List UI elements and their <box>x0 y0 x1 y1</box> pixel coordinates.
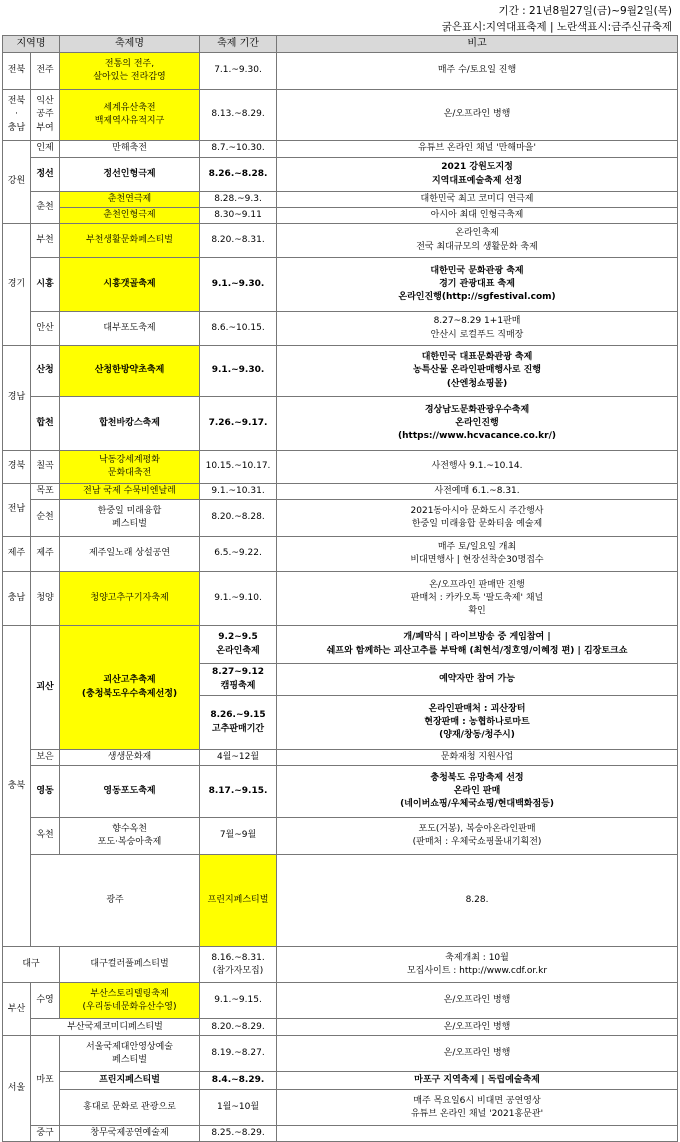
header-row <box>3 36 678 53</box>
festival-name-cell: 청양고추구기자축제 <box>60 572 200 626</box>
note-cell <box>277 537 678 572</box>
festival-name-cell: 대구컬러풀페스티벌 <box>60 947 200 983</box>
note-line: 판매처 : 카카오톡 '팔도축제' 채널 <box>410 592 544 603</box>
festival-period-cell: 8.28.~9.3. <box>200 192 277 208</box>
table-row <box>3 947 678 983</box>
festival-period-cell: 9.1.~9.10. <box>200 572 277 626</box>
table-row <box>3 141 678 158</box>
festival-name-cell <box>60 983 200 1019</box>
table-row <box>3 572 678 626</box>
table-row <box>3 626 678 664</box>
table-row <box>3 192 678 208</box>
note-line: 온/오프라인 판매만 진행 <box>429 579 525 590</box>
note-cell: 문화재청 지원사업 <box>277 750 678 766</box>
festival-period-cell: 10.15.~10.17. <box>200 451 277 484</box>
note-line: 8.27~8.29 1+1판매 <box>433 316 521 327</box>
table-row <box>3 312 678 346</box>
region-cell: 부산 <box>3 983 31 1036</box>
festival-period-cell: 8.13.~8.29. <box>200 90 277 141</box>
city-cell: 목포 <box>31 484 60 500</box>
city-cell: 영동 <box>31 766 60 818</box>
note-cell: 마포구 지역축제 | 독립예술축제 <box>277 1072 678 1090</box>
note-cell: 온/오프라인 병행 <box>277 983 678 1019</box>
festival-name-cell: 춘천연극제 <box>60 192 200 208</box>
table-row <box>3 1019 678 1036</box>
festival-name-line: 백제역사유적지구 <box>94 116 165 126</box>
table-row <box>3 397 678 451</box>
festival-period-cell: 8.30~9.11 <box>200 208 277 224</box>
festival-period-cell: 8.28. <box>277 855 678 947</box>
festival-period-cell: 8.20.~8.28. <box>200 500 277 537</box>
note-cell: 사전예매 6.1.~8.31. <box>277 484 678 500</box>
festival-name-line: (충청북도우수축제선정) <box>81 688 178 699</box>
festival-name-cell: 정선인형극제 <box>60 158 200 192</box>
note-line: 축제개최 : 10월 <box>445 952 509 963</box>
festival-period-cell: 8.6.~10.15. <box>200 312 277 346</box>
city-cell: 제주 <box>31 537 60 572</box>
table-row <box>3 855 678 947</box>
table-row <box>3 158 678 192</box>
table-row <box>3 90 678 141</box>
note-line: 모집사이트 : http://www.cdf.or.kr <box>406 965 548 976</box>
city-cell: 안산 <box>31 312 60 346</box>
festival-name-line: 살아있는 전라감영 <box>93 72 166 82</box>
note-cell <box>277 626 678 664</box>
festival-name-cell: 만해축전 <box>60 141 200 158</box>
city-cell <box>31 90 60 141</box>
festival-period-cell <box>200 696 277 750</box>
festival-name-cell <box>60 818 200 855</box>
period-line: (참가자모집) <box>212 965 264 976</box>
festival-period-cell: 7.1.~9.30. <box>200 53 277 90</box>
city-cell: 칠곡 <box>31 451 60 484</box>
festival-name-line: 포도·복숭아축제 <box>97 837 162 847</box>
note-cell: 매주 수/토요일 진행 <box>277 53 678 90</box>
region-line: 충남 <box>7 122 26 133</box>
city-cell: 정선 <box>31 158 60 192</box>
note-line: 확인 <box>468 606 486 617</box>
note-line: 2021 강원도지정 <box>441 162 513 173</box>
note-cell: 사전행사 9.1.~10.14. <box>277 451 678 484</box>
city-cell: 부천 <box>31 224 60 258</box>
city-cell: 보은 <box>31 750 60 766</box>
region-cell <box>3 90 31 141</box>
festival-name-cell: 전남 국제 수묵비엔날레 <box>60 484 200 500</box>
table-row <box>3 1090 678 1126</box>
festival-name-cell: 합천바캉스축제 <box>60 397 200 451</box>
region-cell: 경기 <box>3 224 31 346</box>
note-line: (네이버쇼핑/우체국쇼핑/현대백화점등) <box>400 799 554 810</box>
table-row <box>3 818 678 855</box>
festival-name-line: 향수옥천 <box>112 823 147 834</box>
region-line: · <box>15 109 18 120</box>
table-row <box>3 983 678 1019</box>
note-cell <box>277 1090 678 1126</box>
festival-name-cell: 시흥갯골축제 <box>60 258 200 312</box>
region-cell: 충남 <box>3 572 31 626</box>
note-line: 개/폐막식 | 라이브방송 중 게임참여 | <box>403 632 551 643</box>
festival-name-line: 전통의 전주, <box>104 58 155 69</box>
period-line: 8.26.~9.15 <box>210 710 266 721</box>
festival-name-line: 페스티벌 <box>112 519 147 529</box>
city-cell: 시흥 <box>31 258 60 312</box>
festival-period-cell: 9.1.~10.31. <box>200 484 277 500</box>
note-cell <box>277 947 678 983</box>
table-row <box>3 208 678 224</box>
period-line: 캠핑축제 <box>220 680 256 691</box>
festival-period-cell <box>200 664 277 696</box>
table-row <box>3 537 678 572</box>
city-cell: 옥천 <box>31 818 60 855</box>
festival-name-cell <box>60 500 200 537</box>
region-cell: 경북 <box>3 451 31 484</box>
festival-name-cell: 프린지페스티벌 <box>60 1072 200 1090</box>
festival-period-cell: 8.17.~9.15. <box>200 766 277 818</box>
region-cell: 대구 <box>3 947 60 983</box>
period-line: 온라인축제 <box>216 645 260 656</box>
note-line: 포도(거봉), 복숭아온라인판매 <box>418 823 536 834</box>
table-row <box>3 224 678 258</box>
note-line: 농특산물 온라인판매행사로 진행 <box>413 365 541 376</box>
note-line: (양재/창동/청주시) <box>439 730 515 741</box>
region-line: 전북 <box>7 96 26 107</box>
region-cell: 제주 <box>3 537 31 572</box>
table-row <box>3 258 678 312</box>
note-cell <box>277 346 678 397</box>
festival-name-cell <box>60 53 200 90</box>
note-cell <box>277 572 678 626</box>
festival-name-line: 괴산고추축제 <box>103 675 156 686</box>
legend-header: 굵은표시:지역대표축제 | 노란색표시:금주신규축제 <box>441 21 672 33</box>
table-row <box>3 451 678 484</box>
note-line: 온라인진행 <box>455 417 499 428</box>
note-cell <box>277 696 678 750</box>
note-cell <box>277 766 678 818</box>
note-line: 경기 관광대표 축제 <box>439 278 515 289</box>
city-cell: 인제 <box>31 141 60 158</box>
period-line: 9.2~9.5 <box>218 632 258 643</box>
festival-period-cell: 8.19.~8.27. <box>200 1036 277 1072</box>
note-line: (https://www.hcvacance.co.kr/) <box>398 431 557 442</box>
festival-period-cell: 8.25.~8.29. <box>200 1126 277 1142</box>
table-row <box>3 1072 678 1090</box>
region-cell: 전남 <box>3 484 31 537</box>
festival-period-cell <box>200 626 277 664</box>
festival-period-cell: 6.5.~9.22. <box>200 537 277 572</box>
note-cell <box>277 224 678 258</box>
festival-period-cell: 8.20.~8.31. <box>200 224 277 258</box>
region-cell: 광주 <box>31 855 200 947</box>
festival-period-cell: 8.20.~8.29. <box>200 1019 277 1036</box>
festival-name-line: 페스티벌 <box>112 1054 147 1065</box>
festival-name-cell: 산청한방약초축제 <box>60 346 200 397</box>
region-cell: 전북 <box>3 53 31 90</box>
region-cell: 경남 <box>3 346 31 451</box>
note-line: 온라인판매처 : 괴산장터 <box>428 703 526 714</box>
note-line: 매주 목요일6시 비대면 공연영상 <box>413 1095 541 1106</box>
festival-name-cell: 대부포도축제 <box>60 312 200 346</box>
festival-name-cell: 춘천인형극제 <box>60 208 200 224</box>
note-cell <box>277 158 678 192</box>
city-line: 익산 <box>36 96 54 107</box>
city-line: 부여 <box>36 122 54 133</box>
festival-name-cell <box>60 626 200 750</box>
note-line: 전국 최대규모의 생활문화 축제 <box>416 241 538 252</box>
table-row <box>3 346 678 397</box>
period-line: 고추판매기간 <box>211 723 265 734</box>
table-row <box>3 484 678 500</box>
table-row <box>3 1126 678 1142</box>
festival-name-cell: 부산국제코미디페스티벌 <box>31 1019 200 1036</box>
city-cell: 괴산 <box>31 626 60 750</box>
city-cell: 산청 <box>31 346 60 397</box>
note-line: 한중일 미래융합 문화티움 예술제 <box>411 519 543 529</box>
festival-name-cell: 제주일노래 상설공연 <box>60 537 200 572</box>
note-cell: 유튜브 온라인 채널 '만해마을' <box>277 141 678 158</box>
festival-table <box>2 35 678 1142</box>
table-row <box>3 500 678 537</box>
festival-period-cell: 7.26.~9.17. <box>200 397 277 451</box>
note-cell <box>277 312 678 346</box>
note-line: 충청북도 유망축제 선정 <box>430 772 524 783</box>
col-note: 비고 <box>277 36 678 53</box>
note-line: 경상남도문화관광우수축제 <box>424 404 530 415</box>
festival-period-cell: 4월~12월 <box>200 750 277 766</box>
festival-period-cell: 9.1.~9.15. <box>200 983 277 1019</box>
festival-period-cell: 7월~9월 <box>200 818 277 855</box>
note-line: 대한민국 문화관광 축제 <box>430 265 524 276</box>
festival-name-line: 낙동강세계평화 <box>99 454 160 465</box>
festival-name-cell: 프린지페스티벌 <box>200 855 277 947</box>
table-row <box>3 766 678 818</box>
festival-period-cell: 1월~10월 <box>200 1090 277 1126</box>
festival-name-cell <box>60 90 200 141</box>
note-cell: 온/오프라인 병행 <box>277 1019 678 1036</box>
table-row <box>3 1036 678 1072</box>
city-cell: 수영 <box>31 983 60 1019</box>
city-cell: 마포 <box>31 1036 60 1126</box>
region-cell: 강원 <box>3 141 31 224</box>
city-cell: 춘천 <box>31 192 60 224</box>
city-line: 공주 <box>36 109 54 120</box>
festival-name-line: (우리동네문화유산수영) <box>82 1001 177 1012</box>
period-line: 8.27~9.12 <box>212 667 264 678</box>
note-line: 온라인 판매 <box>453 785 501 796</box>
festival-name-line: 부산스토리텔링축제 <box>90 988 169 999</box>
note-line: 쉐프와 함께하는 괴산고추를 부탁해 (최현석/정호영/이혜정 편) | 김장토크쇼 <box>326 645 628 656</box>
note-cell: 대한민국 최고 코미디 연극제 <box>277 192 678 208</box>
festival-period-cell: 8.26.~8.28. <box>200 158 277 192</box>
note-line: 2021동아시아 문화도시 주간행사 <box>410 505 544 516</box>
city-cell: 순천 <box>31 500 60 537</box>
festival-period-cell <box>200 947 277 983</box>
note-cell <box>277 818 678 855</box>
festival-name-cell: 영동포도축제 <box>60 766 200 818</box>
city-cell: 청양 <box>31 572 60 626</box>
festival-name-line: 한중일 미래융합 <box>97 505 162 516</box>
note-line: 유튜브 온라인 채널 '2021홍문관' <box>410 1108 544 1119</box>
city-cell: 합천 <box>31 397 60 451</box>
festival-name-line: 서울국제대안영상예술 <box>86 1041 173 1052</box>
note-cell: 온/오프라인 병행 <box>277 90 678 141</box>
festival-name-cell: 창무국제공연예술제 <box>60 1126 200 1142</box>
festival-name-cell: 부천생활문화페스티벌 <box>60 224 200 258</box>
note-line: (산엔청쇼핑몰) <box>446 378 508 389</box>
festival-period-cell: 9.1.~9.30. <box>200 258 277 312</box>
festival-name-cell: 홍대로 문화로 관광으로 <box>60 1090 200 1126</box>
festival-name-cell: 생생문화재 <box>60 750 200 766</box>
note-cell: 온/오프라인 병행 <box>277 1036 678 1072</box>
note-cell <box>277 500 678 537</box>
note-line: 지역대표예술축제 선정 <box>431 175 523 186</box>
festival-name-line: 문화대축전 <box>107 468 152 478</box>
table-row <box>3 750 678 766</box>
note-line: 현장판매 : 농협하나로마트 <box>424 716 530 727</box>
region-cell: 서울 <box>3 1036 31 1142</box>
note-cell <box>277 397 678 451</box>
col-festival-period: 축제 기간 <box>200 36 277 53</box>
festival-period-cell: 8.4.~8.29. <box>200 1072 277 1090</box>
note-cell <box>277 1126 678 1142</box>
col-region: 지역명 <box>3 36 60 53</box>
city-cell: 중구 <box>31 1126 60 1142</box>
period-header: 기간 : 21년8월27일(금)~9월2일(목) <box>498 5 672 17</box>
col-festival-name: 축제명 <box>60 36 200 53</box>
note-cell: 예약자만 참여 가능 <box>277 664 678 696</box>
period-line: 8.16.~8.31. <box>211 952 265 963</box>
note-line: 온라인축제 <box>455 228 499 239</box>
region-cell: 충북 <box>3 626 31 947</box>
note-line: (판매처 : 우체국쇼핑몰내기획전) <box>412 837 542 847</box>
festival-period-cell: 9.1.~9.30. <box>200 346 277 397</box>
note-line: 안산시 로컬푸드 직매장 <box>430 329 524 340</box>
note-cell: 아시아 최대 인형극축제 <box>277 208 678 224</box>
note-line: 비대면행사 | 현장선착순30명접수 <box>410 555 544 565</box>
note-line: 온라인진행(http://sgfestival.com) <box>398 292 556 303</box>
festival-name-cell <box>60 1036 200 1072</box>
festival-period-cell: 8.7.~10.30. <box>200 141 277 158</box>
city-cell: 전주 <box>31 53 60 90</box>
note-cell <box>277 258 678 312</box>
table-row <box>3 53 678 90</box>
note-line: 대한민국 대표문화관광 축제 <box>421 352 533 363</box>
festival-name-line: 세계유산축전 <box>103 102 156 113</box>
note-line: 매주 토/일요일 개최 <box>437 541 517 552</box>
festival-name-cell <box>60 451 200 484</box>
